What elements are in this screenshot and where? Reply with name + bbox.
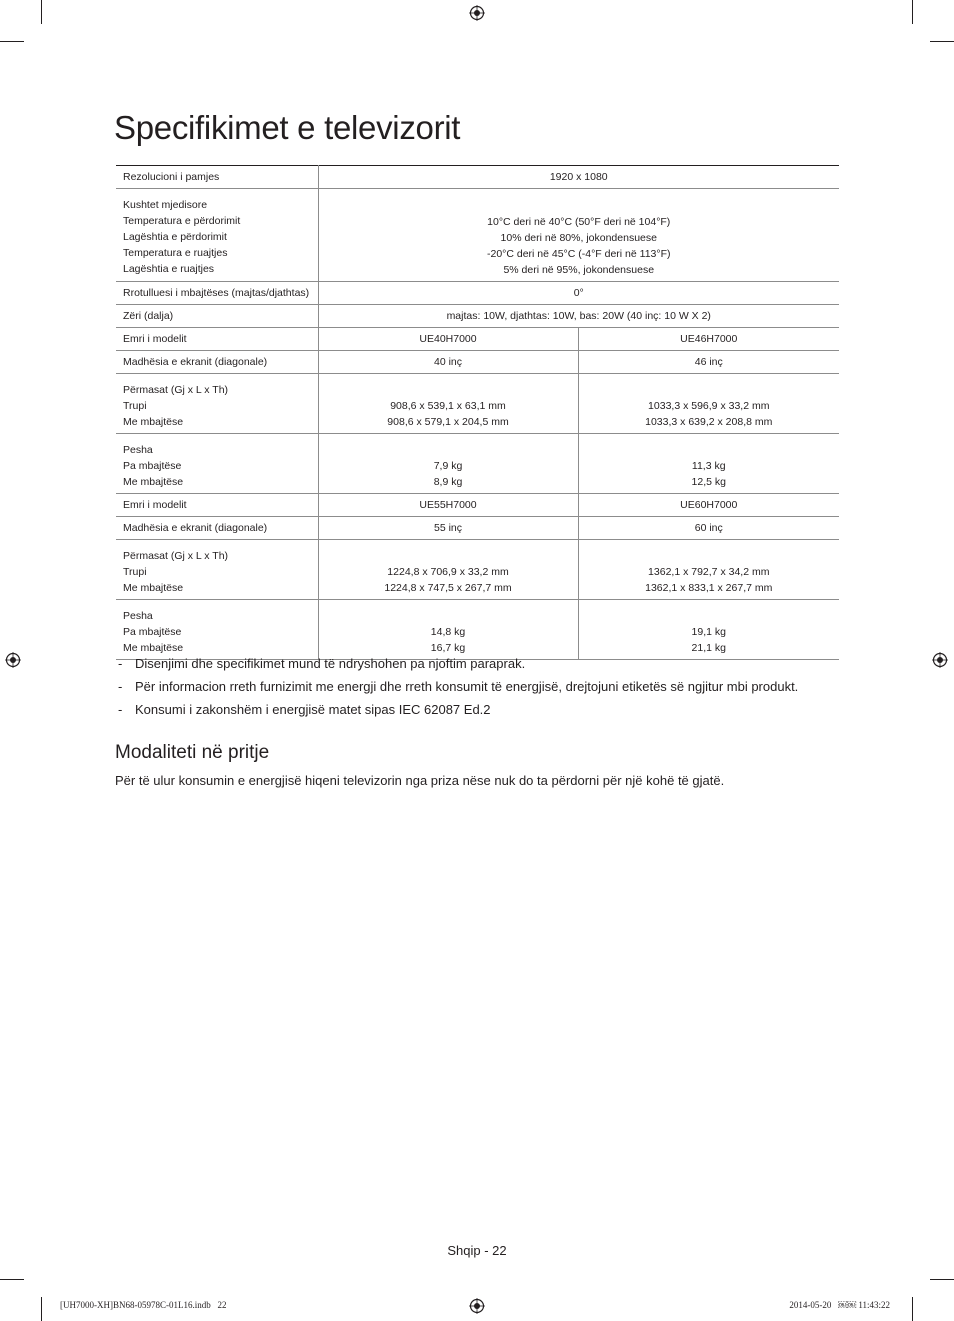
row-label: Rezolucioni i pamjes bbox=[116, 166, 318, 189]
slug-left: [UH7000-XH]BN68-05978C-01L16.indb 22 bbox=[60, 1300, 227, 1310]
row-value-line: 11,3 kg bbox=[691, 460, 726, 472]
row-label-line: Pesha bbox=[123, 610, 153, 622]
row-label-line: Trupi bbox=[123, 400, 147, 412]
list-item bbox=[118, 701, 798, 719]
weight-value bbox=[318, 434, 578, 494]
section-title: Modaliteti në pritje bbox=[115, 742, 270, 763]
row-label-line: Përmasat (Gj x L x Th) bbox=[123, 384, 229, 396]
row-value-line: 14,8 kg bbox=[430, 626, 466, 638]
crop-mark bbox=[41, 0, 42, 24]
row-value: majtas: 10W, djathtas: 10W, bas: 20W (40 inç: 10 W X 2) bbox=[446, 310, 711, 322]
registration-mark-icon bbox=[5, 652, 21, 668]
row-value-line: 7,9 kg bbox=[433, 460, 463, 472]
list-item bbox=[118, 678, 798, 696]
table-row bbox=[116, 166, 839, 189]
spec-table bbox=[116, 165, 839, 660]
list-item bbox=[118, 655, 798, 673]
slug-right: 2014-05-20 ￼￼ 11:43:22 bbox=[789, 1300, 890, 1310]
page-number: Shqip - 22 bbox=[447, 1243, 507, 1258]
row-label-line: Me mbajtëse bbox=[123, 582, 184, 594]
dims-value bbox=[578, 374, 839, 434]
row-value-line: 16,7 kg bbox=[430, 642, 466, 654]
table-row bbox=[116, 328, 839, 351]
weight-value bbox=[578, 600, 839, 660]
row-value-line: 10% deri në 80%, jokondensuese bbox=[500, 232, 657, 244]
registration-mark-icon bbox=[469, 5, 485, 21]
row-label-line: Me mbajtëse bbox=[123, 476, 184, 488]
row-value: 0° bbox=[573, 287, 584, 299]
row-label bbox=[116, 600, 318, 660]
row-label-line: Trupi bbox=[123, 566, 147, 578]
row-value-line: -20°C deri në 45°C (-4°F deri në 113°F) bbox=[486, 248, 671, 260]
row-label: Madhësia e ekranit (diagonale) bbox=[116, 351, 318, 374]
row-label bbox=[116, 434, 318, 494]
table-row bbox=[116, 494, 839, 517]
note-text: Për informacion rreth furnizimit me energji dhe rreth konsumit të energjisë, drejtojuni etiketës së ngjitur mbi produkt. bbox=[135, 679, 799, 694]
crop-mark bbox=[930, 1279, 954, 1280]
row-label: Rrotulluesi i mbajtëses (majtas/djathtas) bbox=[116, 282, 318, 305]
row-label-line: Pa mbajtëse bbox=[123, 626, 182, 638]
dims-value bbox=[578, 540, 839, 600]
crop-mark bbox=[930, 41, 954, 42]
table-row bbox=[116, 282, 839, 305]
table-row bbox=[116, 374, 839, 434]
crop-mark bbox=[912, 0, 913, 24]
row-value-line: 19,1 kg bbox=[691, 626, 726, 638]
screen-value: 40 inç bbox=[318, 351, 578, 374]
dims-value bbox=[318, 374, 578, 434]
row-value-line: 1362,1 x 792,7 x 34,2 mm bbox=[648, 566, 770, 578]
row-label: Emri i modelit bbox=[116, 328, 318, 351]
note-text: Konsumi i zakonshëm i energjisë matet sipas IEC 62087 Ed.2 bbox=[135, 702, 491, 717]
row-label-line: Temperatura e përdorimit bbox=[123, 215, 241, 227]
row-label bbox=[116, 374, 318, 434]
row-value-line: 21,1 kg bbox=[691, 642, 726, 654]
row-label bbox=[116, 540, 318, 600]
weight-value bbox=[578, 434, 839, 494]
table-row bbox=[116, 351, 839, 374]
screen-value: 46 inç bbox=[694, 356, 723, 368]
page-title: Specifikimet e televizorit bbox=[114, 109, 461, 146]
row-label-line: Pa mbajtëse bbox=[123, 460, 182, 472]
registration-mark-icon bbox=[469, 1298, 485, 1314]
note-text: Disenjimi dhe specifikimet mund të ndryshohen pa njoftim paraprak. bbox=[135, 656, 526, 671]
crop-mark bbox=[41, 1297, 42, 1321]
row-value-line: 10°C deri në 40°C (50°F deri në 104°F) bbox=[487, 216, 671, 228]
row-value-line: 1033,3 x 596,9 x 33,2 mm bbox=[648, 400, 770, 412]
row-value-line: 908,6 x 539,1 x 63,1 mm bbox=[390, 400, 506, 412]
row-label-line: Lagështia e përdorimit bbox=[123, 231, 227, 243]
table-row bbox=[116, 305, 839, 328]
row-value: 1920 x 1080 bbox=[549, 171, 608, 183]
table-row bbox=[116, 189, 839, 282]
row-label-line: Pesha bbox=[123, 444, 153, 456]
weight-value bbox=[318, 600, 578, 660]
row-label: Madhësia e ekranit (diagonale) bbox=[116, 517, 318, 540]
row-value-line: 1224,8 x 747,5 x 267,7 mm bbox=[384, 582, 512, 594]
row-label bbox=[116, 189, 318, 282]
row-value-line: 908,6 x 579,1 x 204,5 mm bbox=[387, 416, 509, 428]
row-value-line: 5% deri në 95%, jokondensuese bbox=[503, 264, 655, 276]
table-row bbox=[116, 517, 839, 540]
model-value: UE60H7000 bbox=[680, 499, 738, 511]
screen-value: 55 inç bbox=[318, 517, 578, 540]
row-value-line: 1224,8 x 706,9 x 33,2 mm bbox=[387, 566, 509, 578]
crop-mark bbox=[0, 41, 24, 42]
row-label-line: Lagështia e ruajtjes bbox=[123, 263, 215, 275]
row-label-line: Kushtet mjedisore bbox=[123, 199, 208, 211]
row-value-line: 12,5 kg bbox=[691, 476, 726, 488]
model-value: UE46H7000 bbox=[680, 333, 738, 345]
row-label: Emri i modelit bbox=[116, 494, 318, 517]
row-label-line: Përmasat (Gj x L x Th) bbox=[123, 550, 229, 562]
dims-value bbox=[318, 540, 578, 600]
registration-mark-icon bbox=[932, 652, 948, 668]
table-row bbox=[116, 434, 839, 494]
model-value: UE40H7000 bbox=[318, 328, 578, 351]
row-value bbox=[318, 189, 839, 282]
row-label-line: Me mbajtëse bbox=[123, 416, 184, 428]
row-label-line: Temperatura e ruajtjes bbox=[123, 247, 228, 259]
table-row bbox=[116, 600, 839, 660]
row-value-line: 1033,3 x 639,2 x 208,8 mm bbox=[645, 416, 773, 428]
note-dash: - bbox=[118, 702, 123, 717]
row-label: Zëri (dalja) bbox=[116, 305, 318, 328]
note-dash: - bbox=[118, 656, 123, 671]
screen-value: 60 inç bbox=[694, 522, 723, 534]
model-value: UE55H7000 bbox=[318, 494, 578, 517]
row-value-line: 8,9 kg bbox=[433, 476, 463, 488]
table-row bbox=[116, 540, 839, 600]
row-label-line: Me mbajtëse bbox=[123, 642, 184, 654]
section-paragraph: Për të ulur konsumin e energjisë hiqeni televizorin nga priza nëse nuk do ta përdorni për një kohë të gjatë. bbox=[115, 773, 725, 788]
crop-mark bbox=[912, 1297, 913, 1321]
crop-mark bbox=[0, 1279, 24, 1280]
note-dash: - bbox=[118, 679, 123, 694]
notes-list bbox=[118, 655, 798, 724]
row-value-line: 1362,1 x 833,1 x 267,7 mm bbox=[645, 582, 773, 594]
